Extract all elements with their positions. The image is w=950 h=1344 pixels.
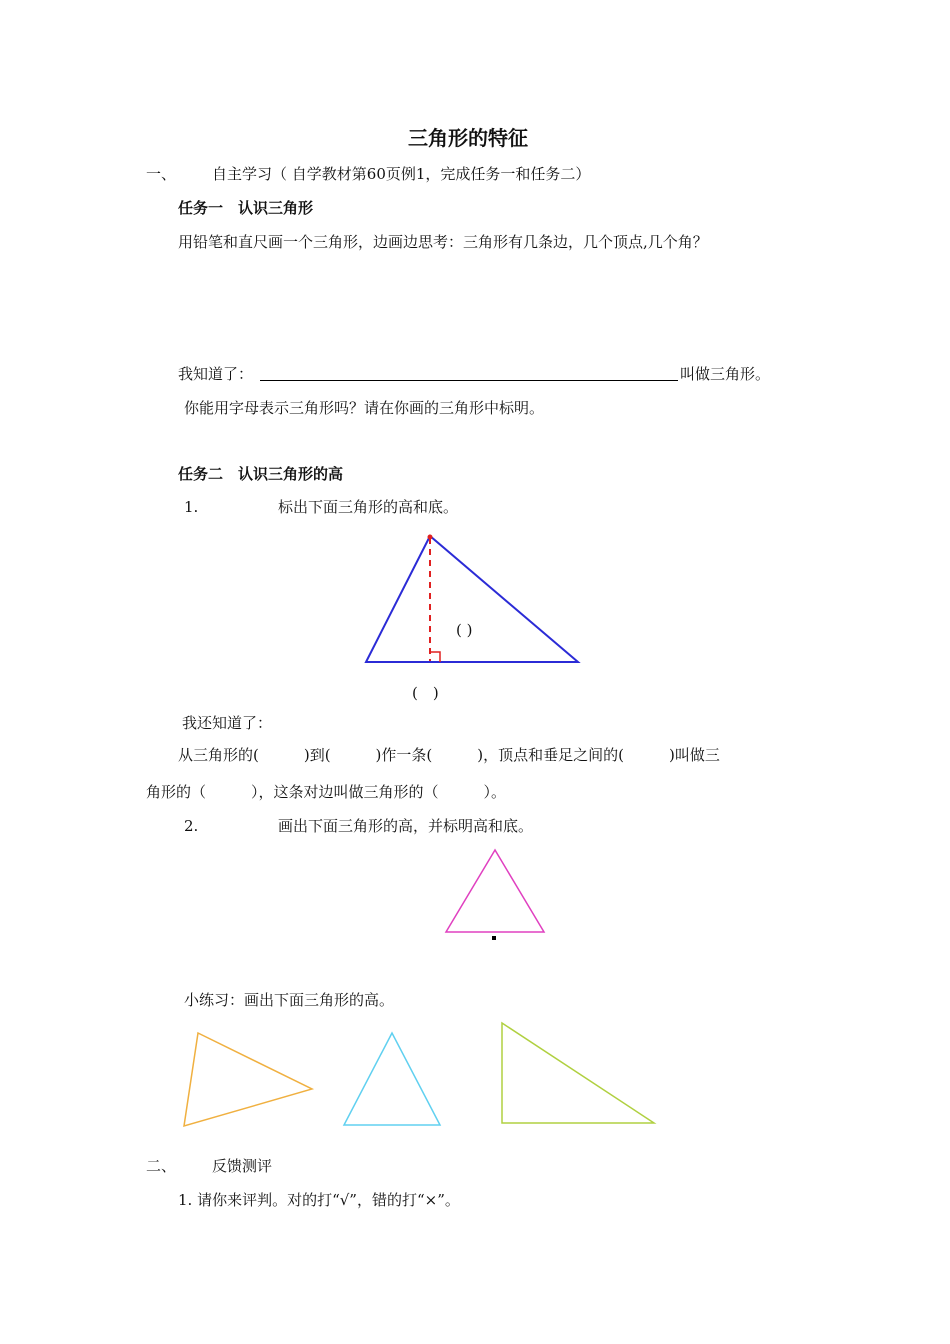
task1-know-suffix: 叫做三角形。 [680, 365, 771, 383]
section2-number: 二、 [146, 1157, 177, 1175]
task2-item1-number: 1. [184, 498, 199, 516]
task2-item1-text: 标出下面三角形的高和底。 [278, 498, 459, 516]
base-label-blank: ( ) [412, 684, 439, 702]
task2-item2-text: 画出下面三角形的高，并标明高和底。 [278, 817, 534, 835]
task1-know-prefix: 我知道了： [178, 365, 254, 383]
task2-item2-number: 2. [184, 817, 199, 835]
page-title: 三角形的特征 [408, 126, 528, 150]
also-know-text: 我还知道了： [182, 714, 273, 732]
triangle-green [502, 1023, 654, 1123]
task1-question: 你能用字母表示三角形吗？请在你画的三角形中标明。 [184, 399, 545, 417]
section2-item1: 1. 请你来评判。对的打“√”，错的打“×”。 [178, 1191, 460, 1209]
practice-label: 小练习：画出下面三角形的高。 [184, 991, 395, 1009]
task1-instruction: 用铅笔和直尺画一个三角形，边画边思考：三角形有几条边，几个顶点,几个角？ [178, 233, 708, 251]
definition-line2: 角形的（ ），这条对边叫做三角形的（ ）。 [146, 783, 507, 801]
triangle-cyan [344, 1033, 440, 1125]
section1-number: 一、 [146, 165, 177, 183]
section1-heading: 自主学习（ 自学教材第60页例1，完成任务一和任务二） [212, 165, 591, 183]
triangle-orange [184, 1033, 312, 1126]
height-label-blank: ( ) [456, 621, 473, 639]
task2-heading: 任务二 认识三角形的高 [178, 465, 344, 483]
task1-heading: 任务一 认识三角形 [178, 199, 314, 217]
definition-line1: 从三角形的( )到( )作一条( )，顶点和垂足之间的( )叫做三 [178, 746, 720, 764]
section2-heading: 反馈测评 [212, 1157, 273, 1175]
